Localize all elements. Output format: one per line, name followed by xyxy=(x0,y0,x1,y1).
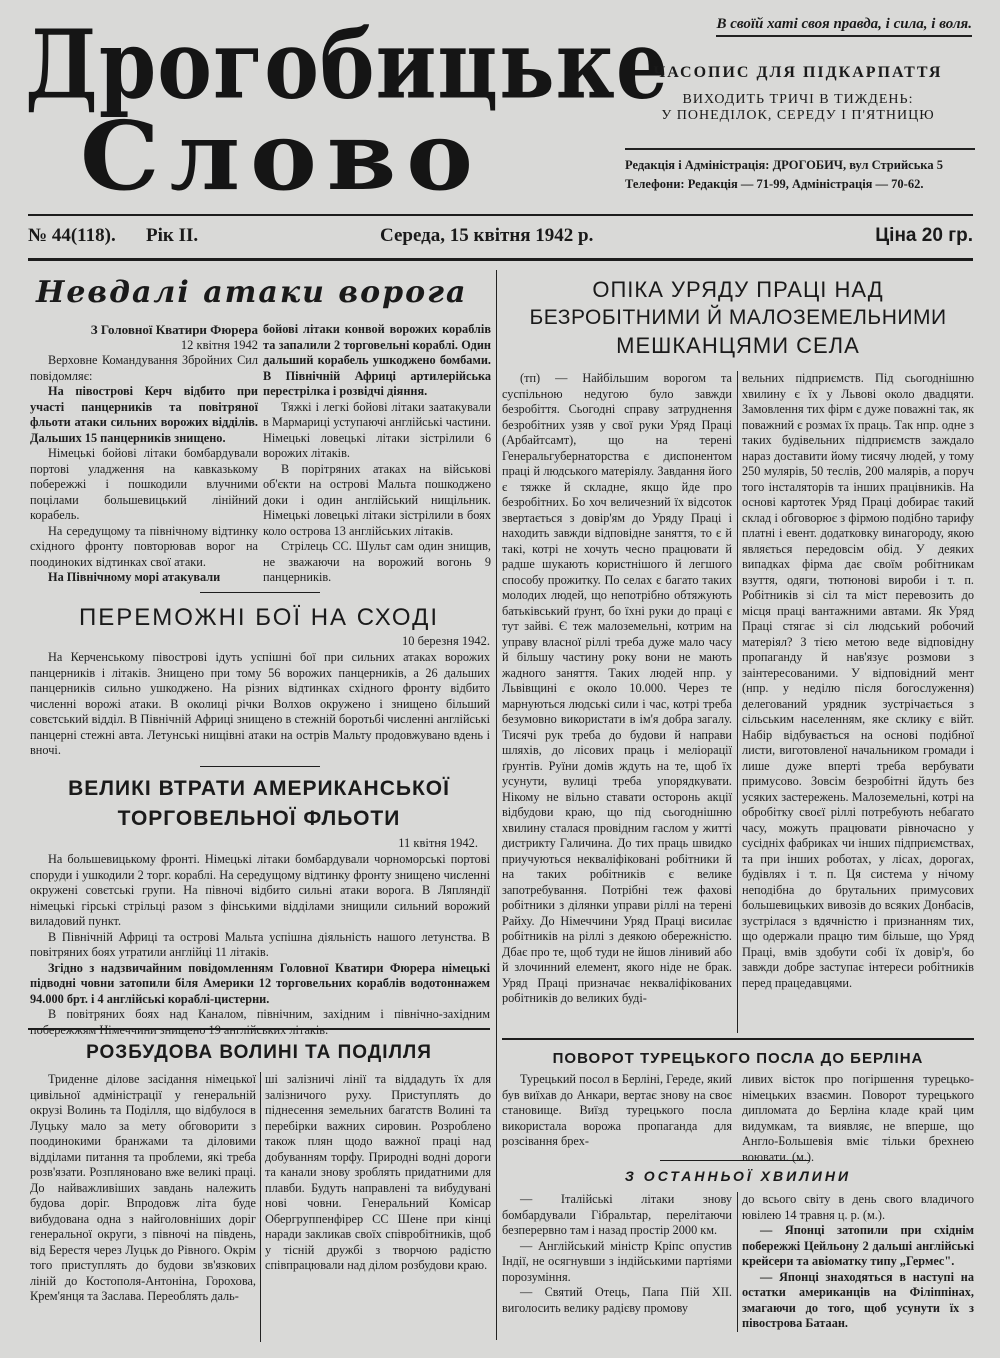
article1-col1 xyxy=(30,322,258,586)
issue-date: Середа, 15 квітня 1942 р. xyxy=(380,225,594,246)
article6-col2-text: ливих вісток про погіршення турецько-німецьких взаємин. Поворот турецького дипломата до Берліна кладе край цим видумкам, та виявляє, не вперше, що Англо-Большевія вміє тільки брехнею воювати. (м.). xyxy=(742,1072,974,1164)
article7-item: — Японці затопили при східнім побережжі Цейльону 2 дальші англійські крейсери та авіоматку типу „Гермес". xyxy=(742,1223,974,1268)
article7-item: — Японці знаходяться в наступі на остатки американців на Філіппінах, змагаючи до того, щоб усунути їх з півострова Батаан. xyxy=(742,1269,974,1330)
masthead-title-line2: Слово xyxy=(80,99,483,212)
issue-row xyxy=(28,225,973,255)
article5-title-line2: БЕЗРОБІТНИМИ Й МАЛОЗЕМЕЛЬНИМИ xyxy=(529,306,947,329)
article4-col2 xyxy=(265,1072,491,1274)
article2-date: 10 березня 1942. xyxy=(402,634,490,648)
masthead-subtitle: ЧАСОПИС ДЛЯ ПІДКАРПАТТЯ xyxy=(653,64,943,81)
article5-col1-text: (тп) — Найбільшим ворогом та суспільною недугою було завжди безробіття. Сьогодні справу затруднення безробітних узяв у свої руки Уряд Праці (Арбайтсамт), що на терені Генеральгубернаторства є диспонентом праці й людського матеріялу. Завдання його є тяжке й складне, якщо йде про безробітних. Бо хоч величезний їх відсоток звертається з довір'ям до Уряду Праці і находить завжди відповідне заняття, то є й такі, котрі не хочуть чесно працювати й радше шукають користнішого й легшого способу прожитку. По селах є багато таких молодих людей, що непотрібно обтяжують батьківський ґрунт, бо їхні руки до праці є тут зайві. Є теж малоземельні, котрим на управу власної ріллі треба дуже мало часу й більшу частину року вони не мають жадного заняття. Таких людей нпр. у Львівщині є около 10.000. Через те марнуються людські сили і час, котрі треба безумовно використати в ім'я добра загалу. Тисячі рук треба до будови й направи шляхів, до лісових праць і меліорації ґрунтів. Руїни домів ждуть на те, щоб їх усунути, вулиці треба упорядкувати. Нікому не вільно ставати осторонь акції відбудови краю, що під сьогоднішню хвилину сталася провідним гаслом у житті дистрикту Галичина. До тих праць швидко приучуються некваліфіковані робітники й на таких робітників є велике запотребування. Потрібні теж фахові робітники з ділянки управи ріллі на терені Райху. До Німеччини Уряд Праці висилає робітників на ріллі з деякою обережністю. Дбає про те, щоб туди не йшов лінивий або й злочинний елемент, якого ніде не брак. Уряд Праці призначає некваліфікованих робітників до великих буді- xyxy=(502,371,732,1005)
article6-col1-text: Турецький посол в Берліні, Гереде, який був виїхав до Анкари, вертає знову на своє становище. Виїзд турецького посла використала ворожа пропаганда для розсівання брех- xyxy=(502,1072,732,1148)
article3-body xyxy=(30,852,490,1038)
article7-item: — Святий Отець, Папа Пій XII. виголосить велику радієву промову xyxy=(502,1285,732,1315)
article1-para: Стрілець СС. Шульт сам один знищив, не зважаючи на ворожий вогонь 9 панцерників. xyxy=(263,539,491,584)
editorial-address: Редакція і Адміністрація: ДРОГОБИЧ, вул Стрийська 5 xyxy=(625,158,943,172)
masthead-title-line1: Дрогобицьке xyxy=(25,9,670,121)
article1-para: бойові літаки конвой ворожих кораблів та запалили 2 торговельні кораблі. Один дальший корабель ушкоджено бомбами. В Північній Африці артилерійська перестрілка і розвідчі діяння. xyxy=(263,322,491,398)
article1-para: На Північному морі атакували xyxy=(48,570,221,584)
separator xyxy=(28,1028,490,1030)
masthead-schedule-line2: У ПОНЕДІЛОК, СЕРЕДУ І П'ЯТНИЦЮ xyxy=(661,108,935,123)
article5-title-line3: МЕШКАНЦЯМИ СЕЛА xyxy=(616,333,860,358)
article3-date: 11 квітня 1942. xyxy=(398,836,478,850)
article1-para: На півострові Керч відбито при участі панцерників та повітряної фльоти атаки сильних ворожих відділів. Дальших 15 панцерників знищено. xyxy=(30,384,258,445)
article7-col1 xyxy=(502,1192,732,1316)
article1-para: Німецькі бойові літаки бомбардували портові уладження на кавказькому побережжі і пошкодили влучними поцілами большевицький лінійний корабель. xyxy=(30,446,258,522)
article3-para: На большевицькому фронті. Німецькі літаки бомбардували чорноморські портові споруди і ушкодили 2 торг. кораблі. На середущому відтинку фронту знищено численні окружені совєтські групи. На півночі відбито сильні атаки ворога. В Ляпляндії німецькі гірські стрільці разом з фінськими відділами знищили сильний ворожий виладовий пункт. xyxy=(30,852,490,928)
masthead-divider xyxy=(625,148,975,150)
article5-col2 xyxy=(742,371,974,991)
article1-para: На середущому та північному відтинку східного фронту повторював ворог на поодиноких відтинках свої атаки. xyxy=(30,523,258,569)
article5-col-divider xyxy=(737,371,738,1033)
article6-col2 xyxy=(742,1072,974,1165)
article4-title: РОЗБУДОВА ВОЛИНІ ТА ПОДІЛЛЯ xyxy=(86,1042,432,1063)
article1-col2 xyxy=(263,322,491,586)
article4-col2-text: ші залізничі лінії та віддадуть їх для залізничого руху. Приступлять до піднесення земельних багатств Волині та перебірки важних сировин. Розроблено також плян щодо важної праці над добуванням торфу. Природні водні дороги та канали знову зроблять придатними для плавби. Будуть направлені та вибудувані нові човни. Генеральний Комісар Обергруппенфірер СС Шене при кінці наради закликав своїх співробітників, щоб у тісній дружбі з творчою радістю співпрацювали над ділом розбудови краю. xyxy=(265,1072,491,1272)
separator xyxy=(200,592,320,593)
article5-title-line1: ОПІКА УРЯДУ ПРАЦІ НАД xyxy=(592,277,884,302)
article3-para: В Північній Африці та острові Мальта успішна діяльність нашого летунства. В повітряних боях утратили англійці 11 літаків. xyxy=(30,929,490,959)
article7-item: до всього світу в день свого владичого ювілею 14 травня ц. р. (м.). xyxy=(742,1192,974,1222)
article1-date: 12 квітня 1942 xyxy=(180,337,258,352)
article6-title: ПОВОРОТ ТУРЕЦЬКОГО ПОСЛА ДО БЕРЛІНА xyxy=(552,1050,924,1067)
article3-title-line2: ТОРГОВЕЛЬНОЇ ФЛЬОТИ xyxy=(117,807,401,830)
editorial-phones: Телефони: Редакція — 71-99, Адміністрація — 70-62. xyxy=(625,177,924,191)
article5-col2-text: вельних підприємств. Під сьогоднішню хвилину є їх у Львові около двадцяти. Замовлення тих фірм є дуже поважні так, як поважний є розмах їх праць. Так нпр. одне з таких будівельних підприємств заждало нараз доставити йому тисячу людей, у тому 250 мулярів, 50 теслів, 200 малярів, а поруч того інсталяторів та інших працівників. На основі картотек Уряд Праці добирає такий склад і обговорює з фірмою подібно тарифу платні і евент. додатковку винагороду, якою являється передовсім обід. У деяких випадках фірма дає своїм робітникам взуття, одяги, тютюнові вироби і т. п. Робітників зі сіл та міст перевозить до місця праці вантажними автами. Як Уряд Праці стягає зі сіл людський робочий матеріял? З тією метою веде відповідну пропаганду й нав'язує розмови з заінтересованими. У відповідний мент (нпр. у неділю після богослуження) делегований урядник зустрічається з сільським населенням, яке склику є війт. Набір відбувається на основі подібної листи, виготовленої начальником громади і лише дуже вперті треба вербувати примусово. Зовсім безробітні йдуть без усяких застережень. Малоземельні, котрі на обробітку своєї ріллі потребують небагато часу, можуть працювати рівночасно у сусідніх фабриках чи інших підприємствах, та при інших роботах, у лісах, дорогах, будівлях і т. п. Ця система у нічому неподібна до брутальних примусових большевицьких вивозів до всяких Донбасів, зустрілася з вдячністю і признанням тих, що одержали працю тим більше, що Уряд Праці, вмів здобути собі їх довір'я, бо завжди добре заступає інтереси робітників перед працедавцями. xyxy=(742,371,974,990)
article1-para: Верховне Командування Збройних Сил повідомляє: xyxy=(30,353,258,383)
article1-source: З Головної Кватири Фюрера xyxy=(90,322,258,337)
article6-col1 xyxy=(502,1072,732,1150)
header-rule-top xyxy=(28,214,973,216)
article1-col2-body xyxy=(263,322,491,586)
separator xyxy=(200,766,320,767)
article1-para: Тяжкі і легкі бойові літаки заатакували в Мармариці уступаючі англійські частини. Німецькі ловецькі літаки зістрілили 6 ворожих літаків. xyxy=(263,399,492,460)
article3-title-line1: ВЕЛИКІ ВТРАТИ АМЕРИКАНСЬКОЇ xyxy=(68,777,450,800)
column-divider xyxy=(496,270,497,1340)
issue-year: Рік II. xyxy=(146,225,199,246)
motto: В своїй хаті своя правда, і сила, і воля. xyxy=(716,16,972,37)
article4-col1 xyxy=(30,1072,256,1305)
article1-col1-body xyxy=(30,353,258,586)
article2-title: ПЕРЕМОЖНІ БОЇ НА СХОДІ xyxy=(79,604,439,631)
article1-para: В порітряних атаках на військові об'єкти на острові Мальта пошкоджено доки і один англійський нищільник. Німецькі ловецькі літаки зістрілили в боях коло острова 13 англійських літаків. xyxy=(263,461,491,538)
masthead-schedule-line1: ВИХОДИТЬ ТРИЧІ В ТИЖДЕНЬ: xyxy=(682,92,914,107)
article7-col-divider xyxy=(737,1192,738,1332)
article5-col1 xyxy=(502,371,732,1007)
separator xyxy=(660,1160,810,1161)
article4-col-divider xyxy=(260,1072,261,1342)
separator xyxy=(502,1038,974,1040)
article2-text: На Керченському півострові ідуть успішні бої при сильних атаках ворожих панцерників і літаків. Знищено при тому 56 ворожих панцерників, а 26 дальших панцерників сильно ушкоджено. На різних відтинках східного фронту відбито численні ворожі атаки. В околиці річки Волхов окружено і знищено більший совєтський відділ. В Північній Африці знищено в стежній боротьбі численні англійські панцерні стежні авта. Летунські нищівні атаки на острів Мальту продовжувано вдень і вночі. xyxy=(30,650,490,757)
article3-para: Згідно з надзвичайним повідомленням Головної Кватири Фюрера німецькі підводні човни затопили біля Америки 12 торговельних кораблів водотоннажем 94.000 брт. і 4 англійські кораблі-цистерни. xyxy=(30,960,490,1006)
issue-price: Ціна 20 гр. xyxy=(875,225,973,246)
article4-col1-text: Триденне ділове засідання німецької цивільної адміністрації у генеральній окрузі Волинь та Поділля, що відбулося в Луцьку мало за мету обговорити з поодинокими бранжами та діловими відділами питання та проблеми, які треба розв'язати. Розпляновано вже великі праці. До найважливіших завдань належить будова доріг. Впродовж літа буде вибудована одна з найголовніших доріг генеральної округи, з півночі на південь, від Берестя через Луцьк до Рівного. Окрім того приступлять до будови зв'язкових ліній до Костополя-Антоніна, Горохова, Крем'янця та Заслава. Переоблять даль- xyxy=(30,1072,256,1303)
issue-number: № 44(118). xyxy=(28,225,116,246)
article7-item: — Італійські літаки знову бомбардували Гібральтар, перелітаючи безперервно там і назад простір 2000 км. xyxy=(502,1192,732,1237)
article1-title: Невдалі атаки ворога xyxy=(36,275,468,310)
article7-title: З ОСТАННЬОЇ ХВИЛИНИ xyxy=(624,1168,852,1184)
article3-para: В повітряних боях над Каналом, північним, західним і північно-західним побережжям Німеччини знищено 19 англійських літаків. xyxy=(30,1007,490,1037)
article7-col2 xyxy=(742,1192,974,1332)
article2-body xyxy=(30,650,490,759)
header-rule-bottom xyxy=(28,258,973,261)
article7-item: — Англійський міністр Кріпс опустив Індії, не осягнувши з індійськими партіями порозуміння. xyxy=(502,1238,732,1284)
